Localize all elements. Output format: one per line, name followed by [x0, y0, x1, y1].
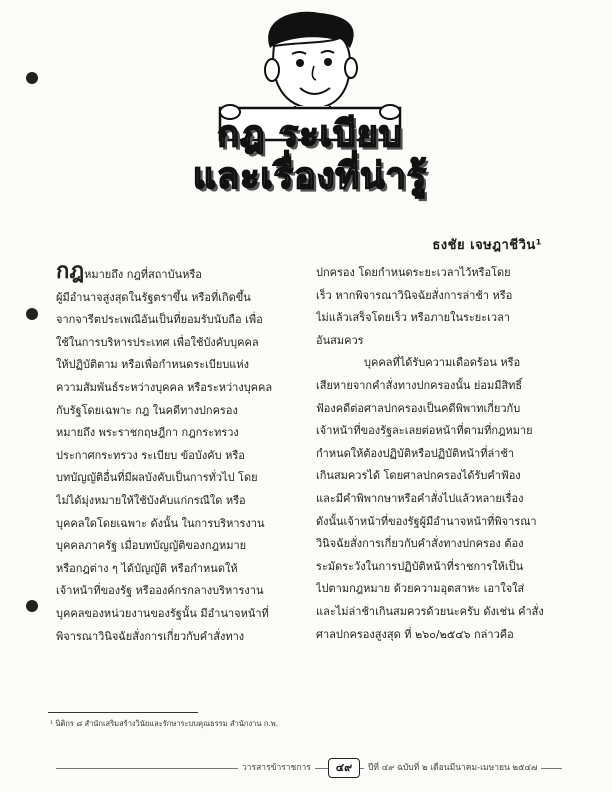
body-line: ไม่แล้วเสร็จโดยเร็ว หรือภายในระยะเวลา	[316, 311, 511, 325]
body-line: กำหนดให้ต้องปฏิบัติหรือปฏิบัติหน้าที่ล่าช้า	[316, 446, 515, 460]
body-line: บุคคลใดโดยเฉพาะ ดังนั้น ในการบริหารงาน	[56, 516, 265, 530]
body-line: ให้ปฏิบัติตาม หรือเพื่อกำหนดระเบียบแห่ง	[56, 358, 250, 372]
right-column	[316, 262, 556, 646]
body-line: อันสมควร	[316, 333, 364, 347]
binder-hole	[26, 72, 38, 84]
body-line: ดังนั้นเจ้าหน้าที่ของรัฐผู้มีอำนาจหน้าที่พิจารณา	[316, 514, 537, 528]
binder-hole	[26, 600, 38, 612]
body-line: เจ้าหน้าที่ของรัฐละเลยต่อหน้าที่ตามที่กฎหมาย	[316, 424, 533, 438]
body-line: ระมัดระวังในการปฏิบัติหน้าที่ราชการให้เป็น	[316, 559, 524, 573]
body-line: หมายถึง พระราชกฤษฎีกา กฎกระทรวง	[56, 426, 239, 440]
body-line: บุคคลที่ได้รับความเดือดร้อน หรือ	[364, 356, 521, 370]
body-line: ศาลปกครองสูงสุด ที่ ๒๖๐/๒๕๔๖ กล่าวคือ	[316, 627, 514, 641]
body-line: ประกาศกระทรวง ระเบียบ ข้อบังคับ หรือ	[56, 448, 245, 462]
footer-issue-info: ปีที่ ๔๙ ฉบับที่ ๒ เดือนมีนาคม-เมษายน ๒๕๔๗	[364, 760, 541, 774]
footnote-divider	[48, 712, 198, 713]
body-line: ใช้ในการบริหารประเทศ เพื่อใช้บังคับบุคคล	[56, 335, 259, 349]
page-number: ๔๙	[328, 758, 360, 778]
title-line-2: และเรื่องที่น่ารู้	[192, 156, 428, 197]
body-line: หรือกฎต่าง ๆ ได้บัญญัติ หรือกำหนดให้	[56, 561, 238, 575]
body-line: เจ้าหน้าที่ของรัฐ หรือองค์กรกลางบริหารงาน	[56, 584, 264, 598]
article-title	[190, 114, 430, 204]
binder-hole	[26, 308, 38, 320]
body-line: ไปตามกฎหมาย ด้วยความอุตสาหะ เอาใจใส่	[316, 582, 525, 596]
body-line: และไม่ล่าช้าเกินสมควรด้วยนะครับ ดังเช่น คำสั่ง	[316, 604, 544, 618]
body-line: เกินสมควรได้ โดยศาลปกครองได้รับคำฟ้อง	[316, 469, 521, 483]
body-line: ฟ้องคดีต่อศาลปกครองเป็นคดีพิพาทเกี่ยวกับ	[316, 401, 521, 415]
body-line: เสียหายจากคำสั่งทางปกครองนั้น ย่อมมีสิทธิ์	[316, 378, 523, 392]
body-line: บทบัญญัติอื่นที่มีผลบังคับเป็นการทั่วไป โดย	[56, 471, 258, 485]
body-line: บุคคลของหน่วยงานของรัฐนั้น มีอำนาจหน้าที่	[56, 606, 269, 620]
footnote: ¹ นิติกร ๘ สำนักเสริมสร้างวินัยและรักษาระบบคุณธรรม สำนักงาน ก.พ.	[50, 719, 279, 728]
body-line: จากจารีตประเพณีอันเป็นที่ยอมรับนับถือ เพื่อ	[56, 313, 263, 327]
body-line: พิจารณาวินิจฉัยสั่งการเกี่ยวกับคำสั่งทาง	[56, 629, 245, 643]
body-line: ความสัมพันธ์ระหว่างบุคคล หรือระหว่างบุคคล	[56, 380, 273, 394]
body-line: และมีคำพิพากษาหรือคำสั่งไปแล้วหลายเรื่อง	[316, 491, 524, 505]
title-line-1: กฎ ระเบียบ	[217, 114, 403, 155]
body-line: ปกครอง โดยกำหนดระยะเวลาไว้หรือโดย	[316, 266, 511, 279]
body-line: ไม่ได้มุ่งหมายให้ใช้บังคับแก่กรณีใด หรือ	[56, 493, 246, 507]
body-line: บุคคลภาครัฐ เมื่อบทบัญญัติของกฎหมาย	[56, 539, 247, 553]
body-line: กฎหมายถึง กฎที่สถาบันหรือ	[56, 262, 292, 287]
body-line: วินิจฉัยสั่งการเกี่ยวกับคำสั่งทางปกครอง ต้อง	[316, 537, 524, 551]
page-footer	[56, 758, 562, 780]
dropcap: กฎ	[56, 262, 85, 284]
left-column	[56, 262, 292, 648]
footer-journal-name: วารสารข้าราชการ	[238, 760, 315, 774]
body-line: เร็ว หากพิจารณาวินิจฉัยสั่งการล่าช้า หรือ	[316, 288, 513, 302]
author-byline: ธงชัย เจษฎาชีวิน¹	[432, 238, 542, 253]
body-line: กับรัฐโดยเฉพาะ กฎ ในคดีทางปกครอง	[56, 403, 238, 417]
body-line: ผู้มีอำนาจสูงสุดในรัฐตราขึ้น หรือที่เกิดขึ้น	[56, 290, 251, 304]
